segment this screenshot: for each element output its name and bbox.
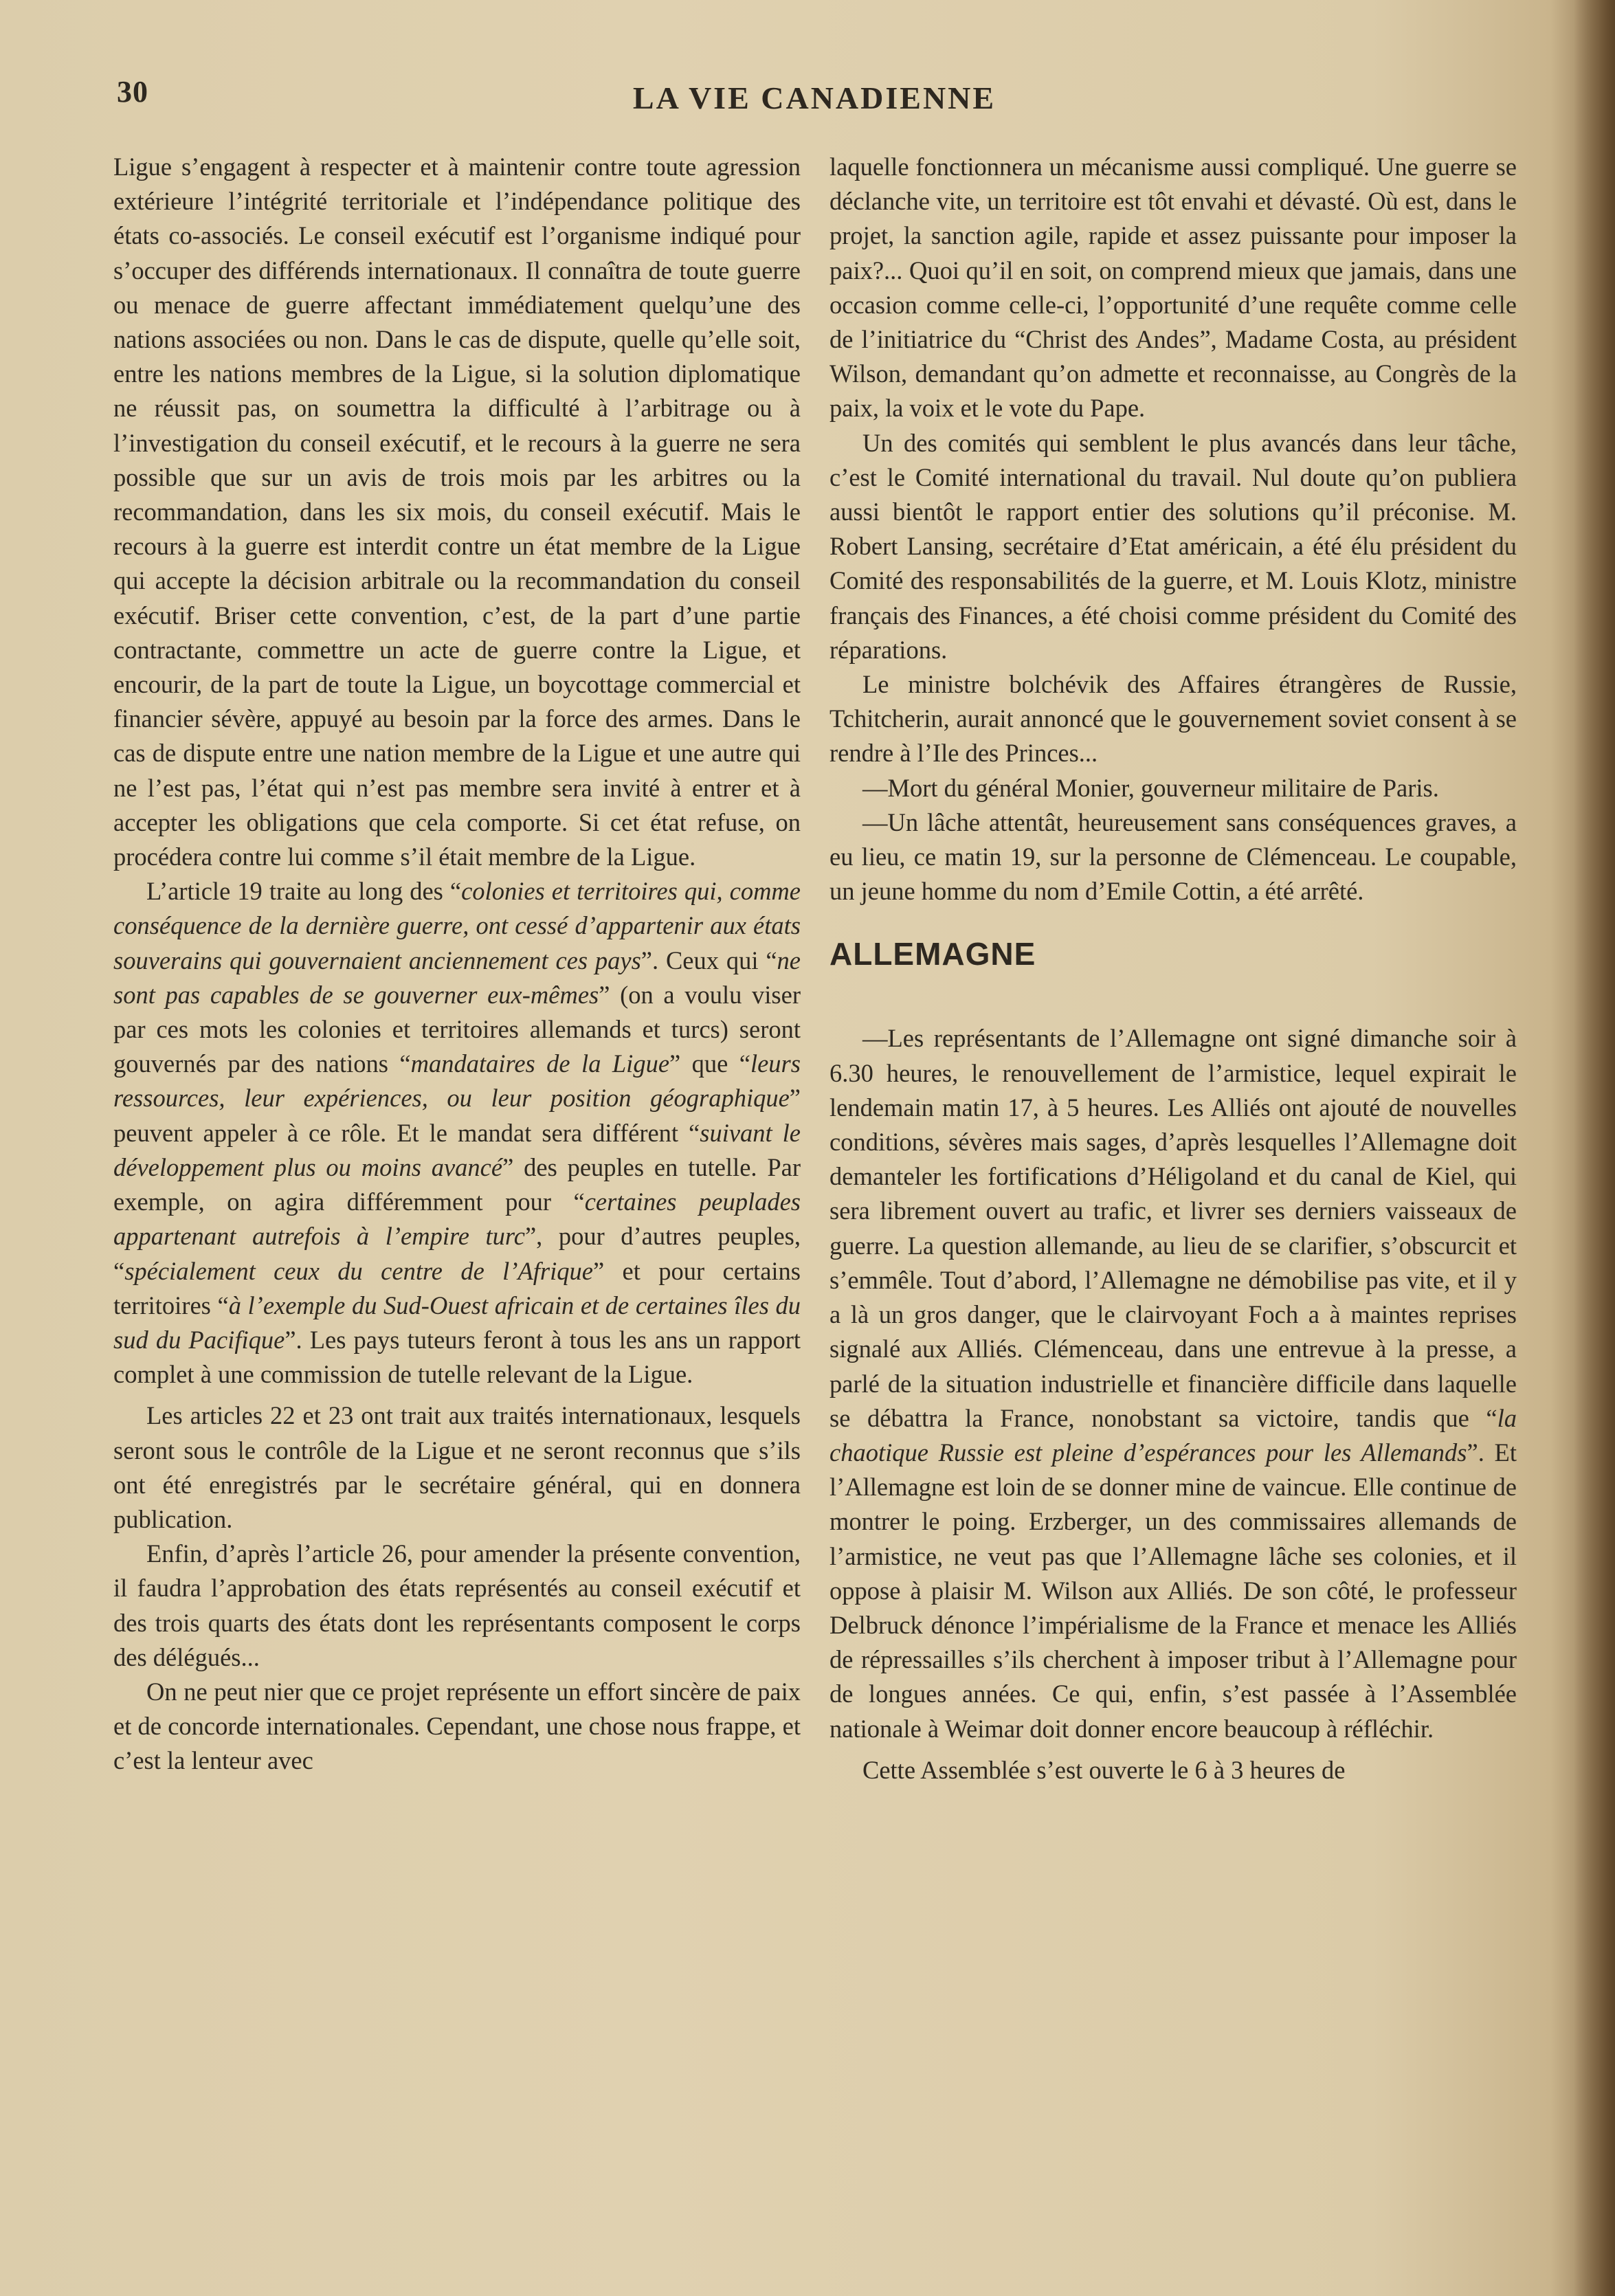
right-paragraph-7 [829,1753,1517,1787]
text-segment: ” des peuples en tutelle. Par exemple, on agira différemment pour “ [113,1152,801,1216]
italic-quote: leurs ressources, leur expériences, ou leur position géographique [113,1049,801,1113]
right-paragraph-1 [829,150,1517,426]
italic-quote: la chaotique Russie est pleine d’espérances pour les Allemands [829,1403,1517,1467]
right-paragraph-3 [829,667,1517,771]
italic-quote: colonies et territoires qui, comme conséquence de la dernière guerre, ont cessé d’appartenir aux états souverains qui gouvernaient anciennement ces pays [113,877,801,974]
left-paragraph-4 [113,1537,801,1675]
book-spine-shadow [1574,0,1615,2296]
text-segment: Cette Assemblée s’est ouverte le 6 à 3 heures de [862,1755,1346,1784]
text-segment: L’article 19 traite au long des “ [146,877,462,906]
text-segment: ”. Ceux qui “ [641,946,777,974]
left-paragraph-2 [113,874,801,1392]
right-column [829,150,1517,1787]
left-paragraph-1 [113,150,801,874]
text-segment: ” peuvent appeler à ce rôle. Et le mandat sera différent “ [113,1084,801,1147]
italic-quote: spécialement ceux du centre de l’Afrique [124,1256,593,1285]
page-header [117,74,1484,129]
right-paragraph-4 [829,771,1517,805]
right-paragraph-2 [829,426,1517,667]
text-segment: ” que “ [669,1049,750,1078]
running-title: LA VIE CANADIENNE [632,80,996,115]
left-column [113,150,801,1779]
text-segment: ” (on a voulu viser par ces mots les colonies et territoires allemands et turcs) seront gouvernés par des nations “ [113,980,801,1078]
right-paragraph-6 [829,1021,1517,1746]
text-segment: Les articles 22 et 23 ont trait aux traités internationaux, lesquels seront sous le contrôle de la Ligue et ne seront reconnus que s’ils ont été enregistrés par le secrétaire général, qui en donnera publication. [113,1401,801,1533]
text-segment: ”, pour d’autres peuples, “ [113,1222,801,1285]
text-segment: ” et pour certains territoires “ [113,1256,801,1319]
text-segment: Enfin, d’après l’article 26, pour amender la présente convention, il faudra l’approbation des états représentés au conseil exécutif et des trois quarts des états dont les représentants composent le corps des délégués... [113,1539,801,1671]
left-paragraph-3 [113,1398,801,1537]
text-segment: —Un lâche attentât, heureusement sans conséquences graves, a eu lieu, ce matin 19, sur la personne de Clémenceau. Le coupable, un jeune homme du nom d’Emile Cottin, a été arrêté. [829,807,1517,906]
italic-quote: mandataires de la Ligue [410,1049,670,1078]
text-segment: Le ministre bolchévik des Affaires étrangères de Russie, Tchitcherin, aurait annoncé que le gouvernement soviet consent à se rendre à l’Ile des Princes... [829,670,1517,768]
text-segment: On ne peut nier que ce projet représente un effort sincère de paix et de concorde internationales. Cependant, une chose nous frappe, et c’est la lenteur avec [113,1677,801,1775]
text-segment: Ligue s’engagent à respecter et à maintenir contre toute agression extérieure l’intégrité territoriale et l’indépendance politique des états co-associés. Le conseil exécutif est l’organisme indiqué pour s’occuper des différends internationaux. Il connaîtra de toute guerre ou menace de guerre affectant immédiatement quelqu’une des nations associées ou non. Dans le cas de dispute, quelle qu’elle soit, entre les nations membres de la Ligue, si la solution diplomatique ne réussit pas, on soumettra la difficulté à l’arbitrage ou à l’investigation du conseil exécutif, et le recours à la guerre ne sera possible que sur un avis de trois mois par les arbitres ou la recommandation, dans les six mois, du conseil exécutif. Mais le recours à la guerre est interdit contre un état membre de la Ligue qui accepte la décision arbitrale ou la recommandation du conseil exécutif. Briser cette convention, c’est, de la part d’une partie contractante, commettre un acte de guerre contre la Ligue, et encourir, de la part de toute la Ligue, un boycottage commercial et financier sévère, appuyé au besoin par la force des armes. Dans le cas de dispute entre une nation membre de la Ligue et une autre qui ne l’est pas, l’état qui n’est pas membre sera invité à entrer et à accepter les obligations que cela comporte. Si cet état refuse, on procédera contre lui comme s’il était membre de la Ligue. [113,153,801,871]
text-segment: laquelle fonctionnera un mécanisme aussi compliqué. Une guerre se déclanche vite, un territoire est tôt envahi et dévasté. Où est, dans le projet, la sanction agile, rapide et assez puissante pour imposer la paix?... Quoi qu’il en soit, on comprend mieux que jamais, dans une occasion comme celle-ci, l’opportunité d’une requête comme celle de l’initiatrice du “Christ des Andes”, Madame Costa, au président Wilson, demandant qu’on admette et reconnaisse, au Congrès de la paix, la voix et le vote du Pape. [829,153,1517,423]
right-paragraph-5 [829,805,1517,909]
text-segment: —Les représentants de l’Allemagne ont signé dimanche soir à 6.30 heures, le renouvellement de l’armistice, lequel expirait le lendemain matin 17, à 5 heures. Les Alliés ont ajouté de nouvelles conditions, sévères mais sages, d’après lesquelles l’Allemagne doit demanteler les fortifications d’Héligoland et du canal de Kiel, qui sera librement ouvert au trafic, et livrer ses derniers vaisseaux de guerre. La question allemande, au lieu de se clarifier, s’obscurcit et s’emmêle. Tout d’abord, l’Allemagne ne démobilise pas vite, et il y a là un gros danger, que le clairvoyant Foch a à maintes reprises signalé aux Alliés. Clémenceau, dans une entrevue à la presse, a parlé de la situation industrielle et financière difficile dans laquelle se débattra la France, nonobstant sa victoire, tandis que “ [829,1024,1517,1432]
italic-quote: ne sont pas capables de se gouverner eux-mêmes [113,946,801,1009]
text-segment: ”. Et l’Allemagne est loin de se donner mine de vaincue. Elle continue de montrer le poing. Erzberger, un des commissaires allemands de l’armistice, ne veut pas que l’Allemagne lâche ses colonies, et il oppose à plaisir M. Wilson aux Alliés. De son côté, le professeur Delbruck dénonce l’impérialisme de la France et menace les Alliés de répressailles s’ils cherchent à imposer tribut à l’Allemagne pour de longues années. Ce qui, enfin, s’est passée à l’Assemblée nationale à Weimar doit donner encore beaucoup à réfléchir. [829,1438,1517,1743]
text-segment: —Mort du général Monier, gouverneur militaire de Paris. [862,773,1439,802]
italic-quote: suivant le développement plus ou moins avancé [113,1118,801,1181]
text-segment: ”. Les pays tuteurs feront à tous les ans un rapport complet à une commission de tutelle relevant de la Ligue. [113,1325,801,1389]
page-number: 30 [117,75,148,109]
left-paragraph-5 [113,1675,801,1779]
section-heading-allemagne: ALLEMAGNE [829,936,1036,972]
text-segment: Un des comités qui semblent le plus avancés dans leur tâche, c’est le Comité international du travail. Nul doute qu’on publiera aussi bientôt le rapport entier des solutions qu’il préconise. M. Robert Lansing, secrétaire d’Etat américain, a été élu président du Comité des responsabilités de la guerre, et M. Louis Klotz, ministre français des Finances, a été choisi comme président du Comité des réparations. [829,428,1517,664]
italic-quote: certaines peuplades appartenant autrefois à l’empire turc [113,1188,801,1251]
italic-quote: à l’exemple du Sud-Ouest africain et de certaines îles du sud du Pacifique [113,1291,801,1354]
